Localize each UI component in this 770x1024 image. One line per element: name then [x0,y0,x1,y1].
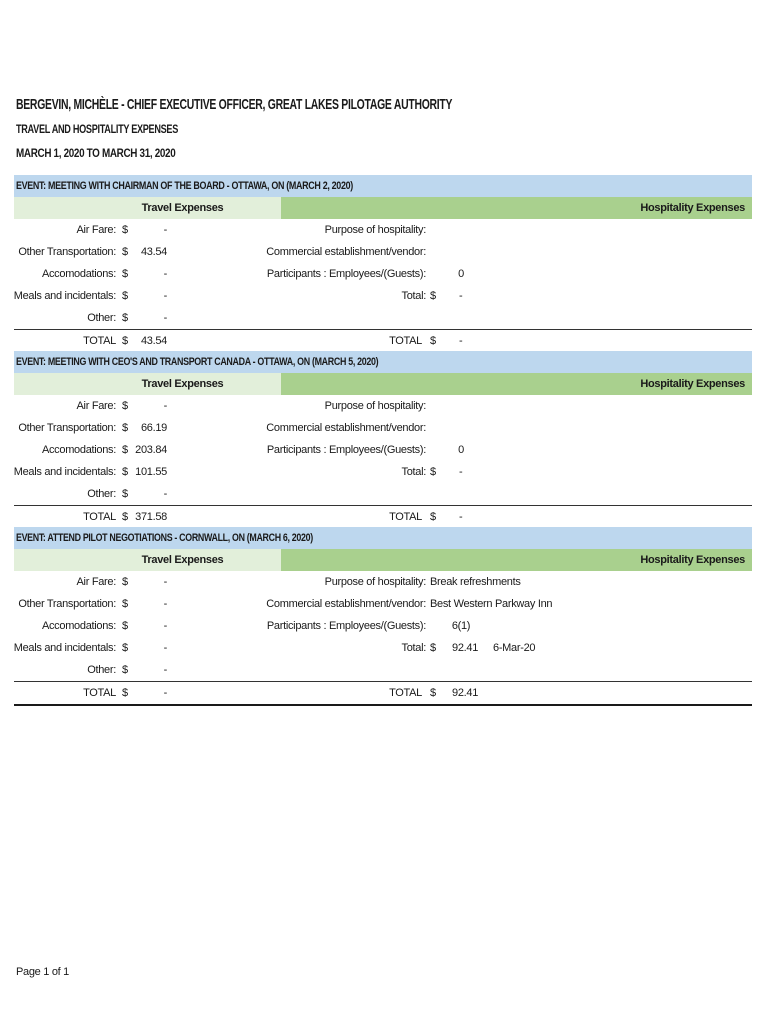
row-meals [14,285,752,307]
dollar-sign: $ [430,290,436,302]
row-other [14,307,752,329]
establishment-label: Commercial establishment/vendor: [266,598,426,610]
dollar-sign: $ [122,312,128,324]
purpose-label: Purpose of hospitality: [324,576,426,588]
meals-label: Meals and incidentals: [13,642,116,654]
hospitality-total-label: Total: [401,642,426,654]
meals-value: - [163,642,167,654]
event-title: EVENT: MEETING WITH CEO'S AND TRANSPORT CANADA - OTTAWA, ON (MARCH 5, 2020) [14,351,752,373]
travel-expenses-label: Travel Expenses [141,378,224,390]
row-accomodations [14,439,752,461]
establishment-value: Best Western Parkway Inn [430,598,553,610]
meals-label: Meals and incidentals: [13,290,116,302]
row-total [14,681,752,706]
dollar-sign: $ [430,511,436,523]
dollar-sign: $ [430,335,436,347]
other-transportation-label: Other Transportation: [18,598,116,610]
other-label: Other: [87,664,116,676]
other-value: - [163,312,167,324]
air-fare-label: Air Fare: [76,400,116,412]
dollar-sign: $ [430,642,436,654]
other-transportation-value: 66.19 [140,422,167,434]
row-other-transportation [14,593,752,615]
hospitality-total-value: 92.41 [452,642,479,654]
other-value: - [163,664,167,676]
row-meals [14,461,752,483]
travel-expenses-header [14,197,281,219]
event-section [14,527,752,706]
hospitality-grand-total-label: TOTAL [389,335,422,347]
accomodations-value: - [163,620,167,632]
event-section [14,351,752,530]
travel-expenses-label: Travel Expenses [141,554,224,566]
travel-expenses-header [14,549,281,571]
dollar-sign: $ [430,466,436,478]
row-meals [14,637,752,659]
dollar-sign: $ [122,246,128,258]
dollar-sign: $ [122,335,128,347]
participants-value: 6(1) [451,620,471,632]
air-fare-value: - [163,224,167,236]
participants-label: Participants : Employees/(Guests): [266,620,426,632]
dollar-sign: $ [122,598,128,610]
accomodations-label: Accomodations: [41,620,116,632]
accomodations-value: 203.84 [135,444,167,456]
travel-expenses-header [14,373,281,395]
travel-total-value: 43.54 [140,335,167,347]
row-accomodations [14,263,752,285]
establishment-label: Commercial establishment/vendor: [266,422,426,434]
row-air-fare [14,395,752,417]
row-air-fare [14,219,752,241]
establishment-label: Commercial establishment/vendor: [266,246,426,258]
dollar-sign: $ [122,576,128,588]
travel-total-label: TOTAL [83,687,116,699]
participants-value: 0 [458,268,464,280]
expense-rows [14,395,752,530]
other-label: Other: [87,312,116,324]
event-title: EVENT: ATTEND PILOT NEGOTIATIONS - CORNWALL, ON (MARCH 6, 2020) [14,527,752,549]
hospitality-expenses-header: Hospitality Expenses [281,197,752,219]
hospitality-expenses-header: Hospitality Expenses [281,373,752,395]
row-other-transportation [14,241,752,263]
meals-value: 101.55 [135,466,167,478]
air-fare-value: - [163,400,167,412]
accomodations-value: - [163,268,167,280]
purpose-value: Break refreshments [430,576,521,588]
dollar-sign: $ [122,642,128,654]
other-transportation-label: Other Transportation: [18,246,116,258]
travel-expenses-label: Travel Expenses [141,202,224,214]
dollar-sign: $ [430,687,436,699]
dollar-sign: $ [122,664,128,676]
page-number: Page 1 of 1 [16,966,69,978]
dollar-sign: $ [122,511,128,523]
row-other [14,659,752,681]
dollar-sign: $ [122,224,128,236]
other-transportation-value: - [163,598,167,610]
participants-value: 0 [458,444,464,456]
row-air-fare [14,571,752,593]
hospitality-total-value: - [459,290,463,302]
hospitality-total-value: - [459,466,463,478]
hospitality-grand-total-value: 92.41 [452,687,479,699]
air-fare-label: Air Fare: [76,576,116,588]
hospitality-date: 6-Mar-20 [493,642,536,654]
accomodations-label: Accomodations: [41,268,116,280]
dollar-sign: $ [122,422,128,434]
row-other [14,483,752,505]
hospitality-total-label: Total: [401,466,426,478]
hospitality-grand-total-value: - [459,511,463,523]
report-period: MARCH 1, 2020 TO MARCH 31, 2020 [16,146,176,160]
hospitality-total-label: Total: [401,290,426,302]
purpose-label: Purpose of hospitality: [324,224,426,236]
purpose-label: Purpose of hospitality: [324,400,426,412]
dollar-sign: $ [122,400,128,412]
report-title: BERGEVIN, MICHÈLE - CHIEF EXECUTIVE OFFICER, GREAT LAKES PILOTAGE AUTHORITY [16,96,453,113]
section-headers [14,549,752,571]
section-headers [14,197,752,219]
expense-rows [14,219,752,354]
travel-total-value: 371.58 [135,511,167,523]
event-section [14,175,752,354]
accomodations-label: Accomodations: [41,444,116,456]
travel-total-value: - [163,687,167,699]
meals-label: Meals and incidentals: [13,466,116,478]
report-subtitle: TRAVEL AND HOSPITALITY EXPENSES [16,122,178,136]
hospitality-grand-total-value: - [459,335,463,347]
section-headers [14,373,752,395]
hospitality-grand-total-label: TOTAL [389,511,422,523]
event-title: EVENT: MEETING WITH CHAIRMAN OF THE BOARD - OTTAWA, ON (MARCH 2, 2020) [14,175,752,197]
other-value: - [163,488,167,500]
row-other-transportation [14,417,752,439]
other-transportation-label: Other Transportation: [18,422,116,434]
dollar-sign: $ [122,687,128,699]
row-accomodations [14,615,752,637]
other-label: Other: [87,488,116,500]
participants-label: Participants : Employees/(Guests): [266,268,426,280]
dollar-sign: $ [122,268,128,280]
dollar-sign: $ [122,620,128,632]
expense-rows [14,571,752,706]
hospitality-expenses-header: Hospitality Expenses [281,549,752,571]
other-transportation-value: 43.54 [140,246,167,258]
air-fare-label: Air Fare: [76,224,116,236]
dollar-sign: $ [122,488,128,500]
hospitality-grand-total-label: TOTAL [389,687,422,699]
air-fare-value: - [163,576,167,588]
travel-total-label: TOTAL [83,511,116,523]
meals-value: - [163,290,167,302]
travel-total-label: TOTAL [83,335,116,347]
dollar-sign: $ [122,466,128,478]
participants-label: Participants : Employees/(Guests): [266,444,426,456]
dollar-sign: $ [122,290,128,302]
dollar-sign: $ [122,444,128,456]
